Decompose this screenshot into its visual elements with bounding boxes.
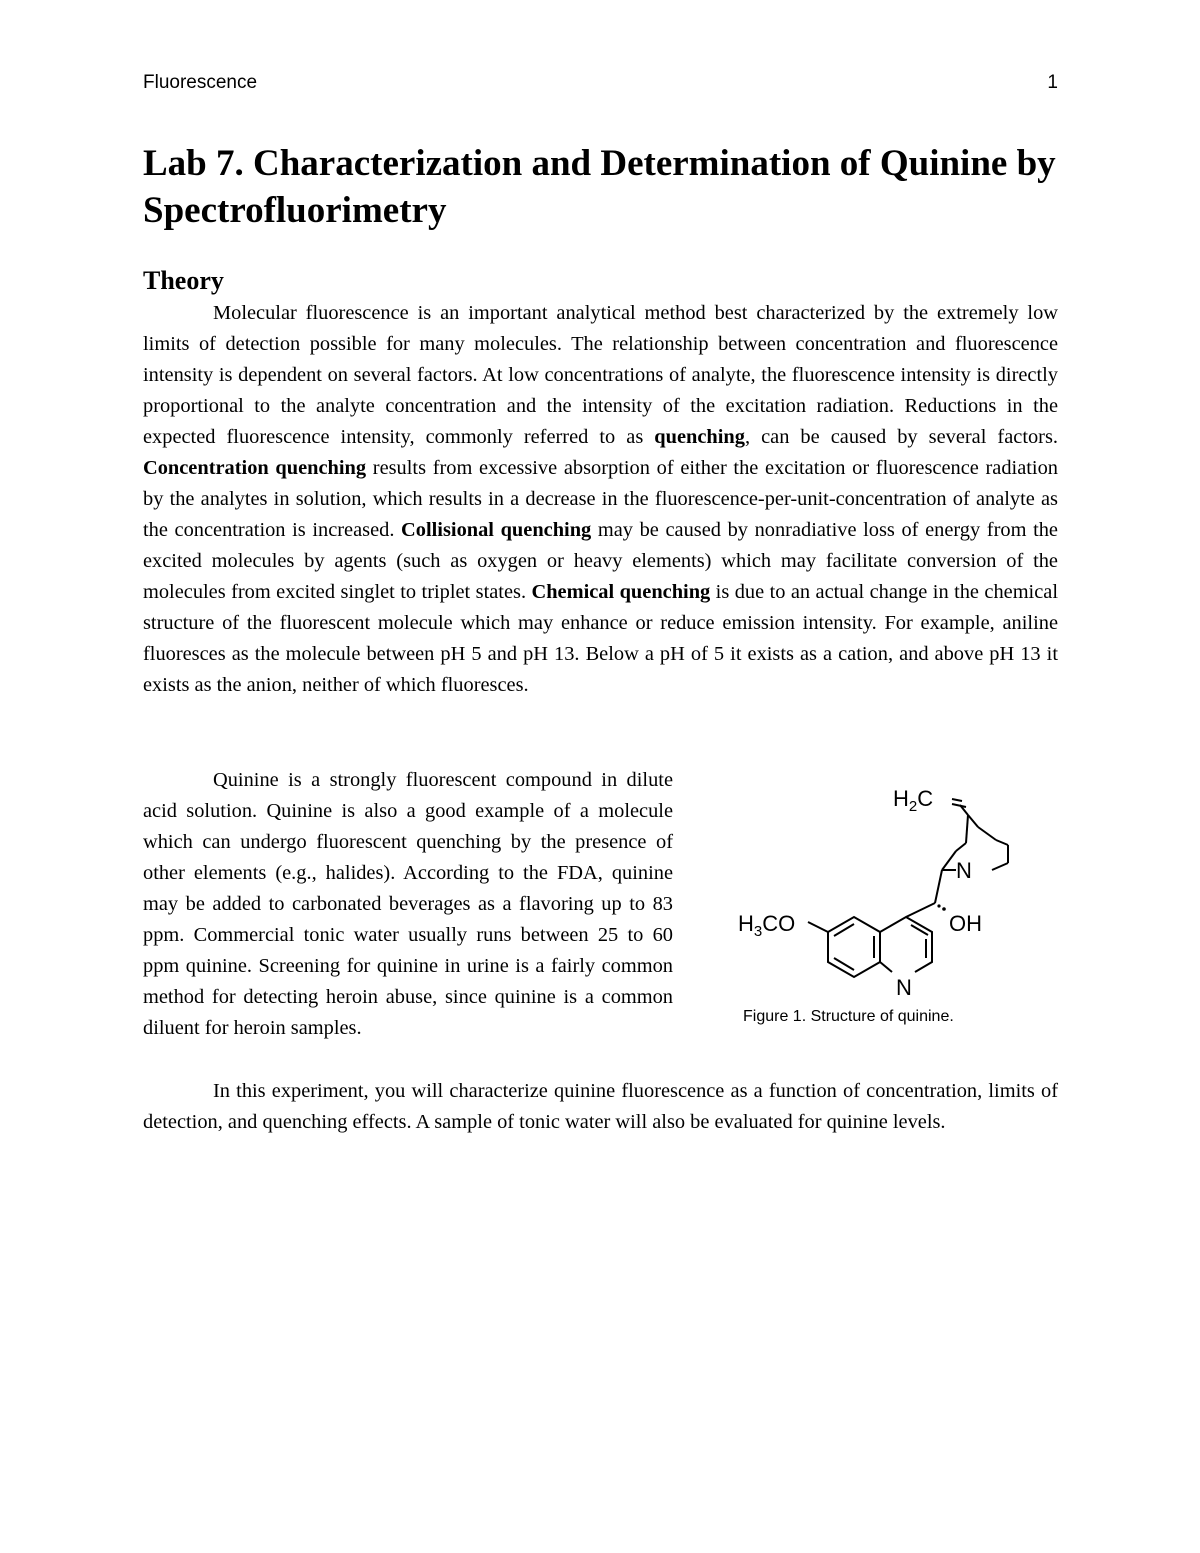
bridgehead-n-label: N [956,858,972,883]
term-collisional-quenching: Collisional quenching [401,519,592,541]
methoxy-bond [808,922,828,932]
quinuclidine-bond [966,815,968,843]
benzene-ring [828,917,880,977]
pyridine-ring-bond [880,962,892,972]
quinuclidine-bond [996,840,1008,845]
theory-paragraph-1 [143,298,1058,701]
header-title: Fluorescence [143,72,258,93]
pyridine-ring [880,917,932,972]
quinuclidine-bond [978,827,996,840]
text-run: is due to an actual change in the chemical structure of the fluorescent molecule which may enhance or reduce emission intensity. For example, aniline fluoresces as the molecule between pH 5 and pH 13. Below a pH of 5 it exists as a cation, and above pH 13 it exists as the anion, neither of which fluoresces. [143,581,1058,696]
methoxy-label: $H_3CO$ [738,911,796,940]
theory-paragraph-3: In this experiment, you will characterize quinine fluorescence as a function of concentration, limits of detection, and quenching effects. A sample of tonic water will also be evaluated for quinine levels. [143,1080,1058,1133]
text-run: Molecular fluorescence is an important analytical method best characterized by the extremely low limits of detection possible for many molecules. The relationship between concentration and fluorescence intensity is dependent on several factors. At low concentrations of analyte, the fluorescence intensity is directly proportional to the analyte concentration and the intensity of the excitation radiation. Reductions in the expected fluorescence intensity, commonly referred to as [143,302,1058,448]
term-concentration-quenching: Concentration quenching [143,457,367,479]
section-heading-theory: Theory [143,266,224,295]
theory-paragraph-2: Quinine is a strongly fluorescent compound in dilute acid solution. Quinine is also a good example of a molecule which can undergo fluorescent quenching by the presence of other elements (e.g., halides). According to the FDA, quinine may be added to carbonated beverages as a flavoring up to 83 ppm. Commercial tonic water usually runs between 25 to 60 ppm quinine. Screening for quinine in urine is a fairly common method for detecting heroin abuse, since quinine is a common diluent for heroin samples. [143,769,673,1039]
text-run: results from excessive absorption of either the excitation or fluorescence radiation by the analytes in solution, which results in a decrease in the fluorescence-per-unit-concentration of analyte as the concentration is increased. [143,457,1058,541]
text-run: , can be caused by several factors. [744,426,1058,448]
ring-n-label: N [896,975,912,1000]
carbinol-bond [906,903,935,917]
quinuclidine-bond [956,843,966,851]
quinuclidine-bond [942,851,956,870]
vinyl-label: $H_2C$ [893,786,934,815]
double-bond [911,925,928,935]
vinyl-double-bond [952,799,962,801]
term-chemical-quenching: Chemical quenching [531,581,711,603]
page-number: 1 [1047,72,1058,93]
text-run: may be caused by nonradiative loss of energy from the excited molecules by agents (such as oxygen or heavy elements) which may facilitate conversion of the molecules from excited singlet to triplet states. [143,519,1058,603]
quinuclidine-bond [968,815,978,827]
quinine-structure-figure [730,785,1020,1035]
hashed-wedge [937,904,945,910]
quinuclidine-bond [935,870,942,903]
quinine-structure-diagram [730,785,1020,1015]
quinuclidine-bond [992,863,1008,870]
running-header [143,72,1058,94]
vinyl-double-bond [952,804,966,807]
term-quenching: quenching [654,426,745,448]
figure-caption: Figure 1. Structure of quinine. [743,1008,954,1025]
hydroxyl-label: OH [949,911,982,936]
page-title: Lab 7. Characterization and Determination of Quinine by Spectrofluorimetry [143,143,1056,231]
